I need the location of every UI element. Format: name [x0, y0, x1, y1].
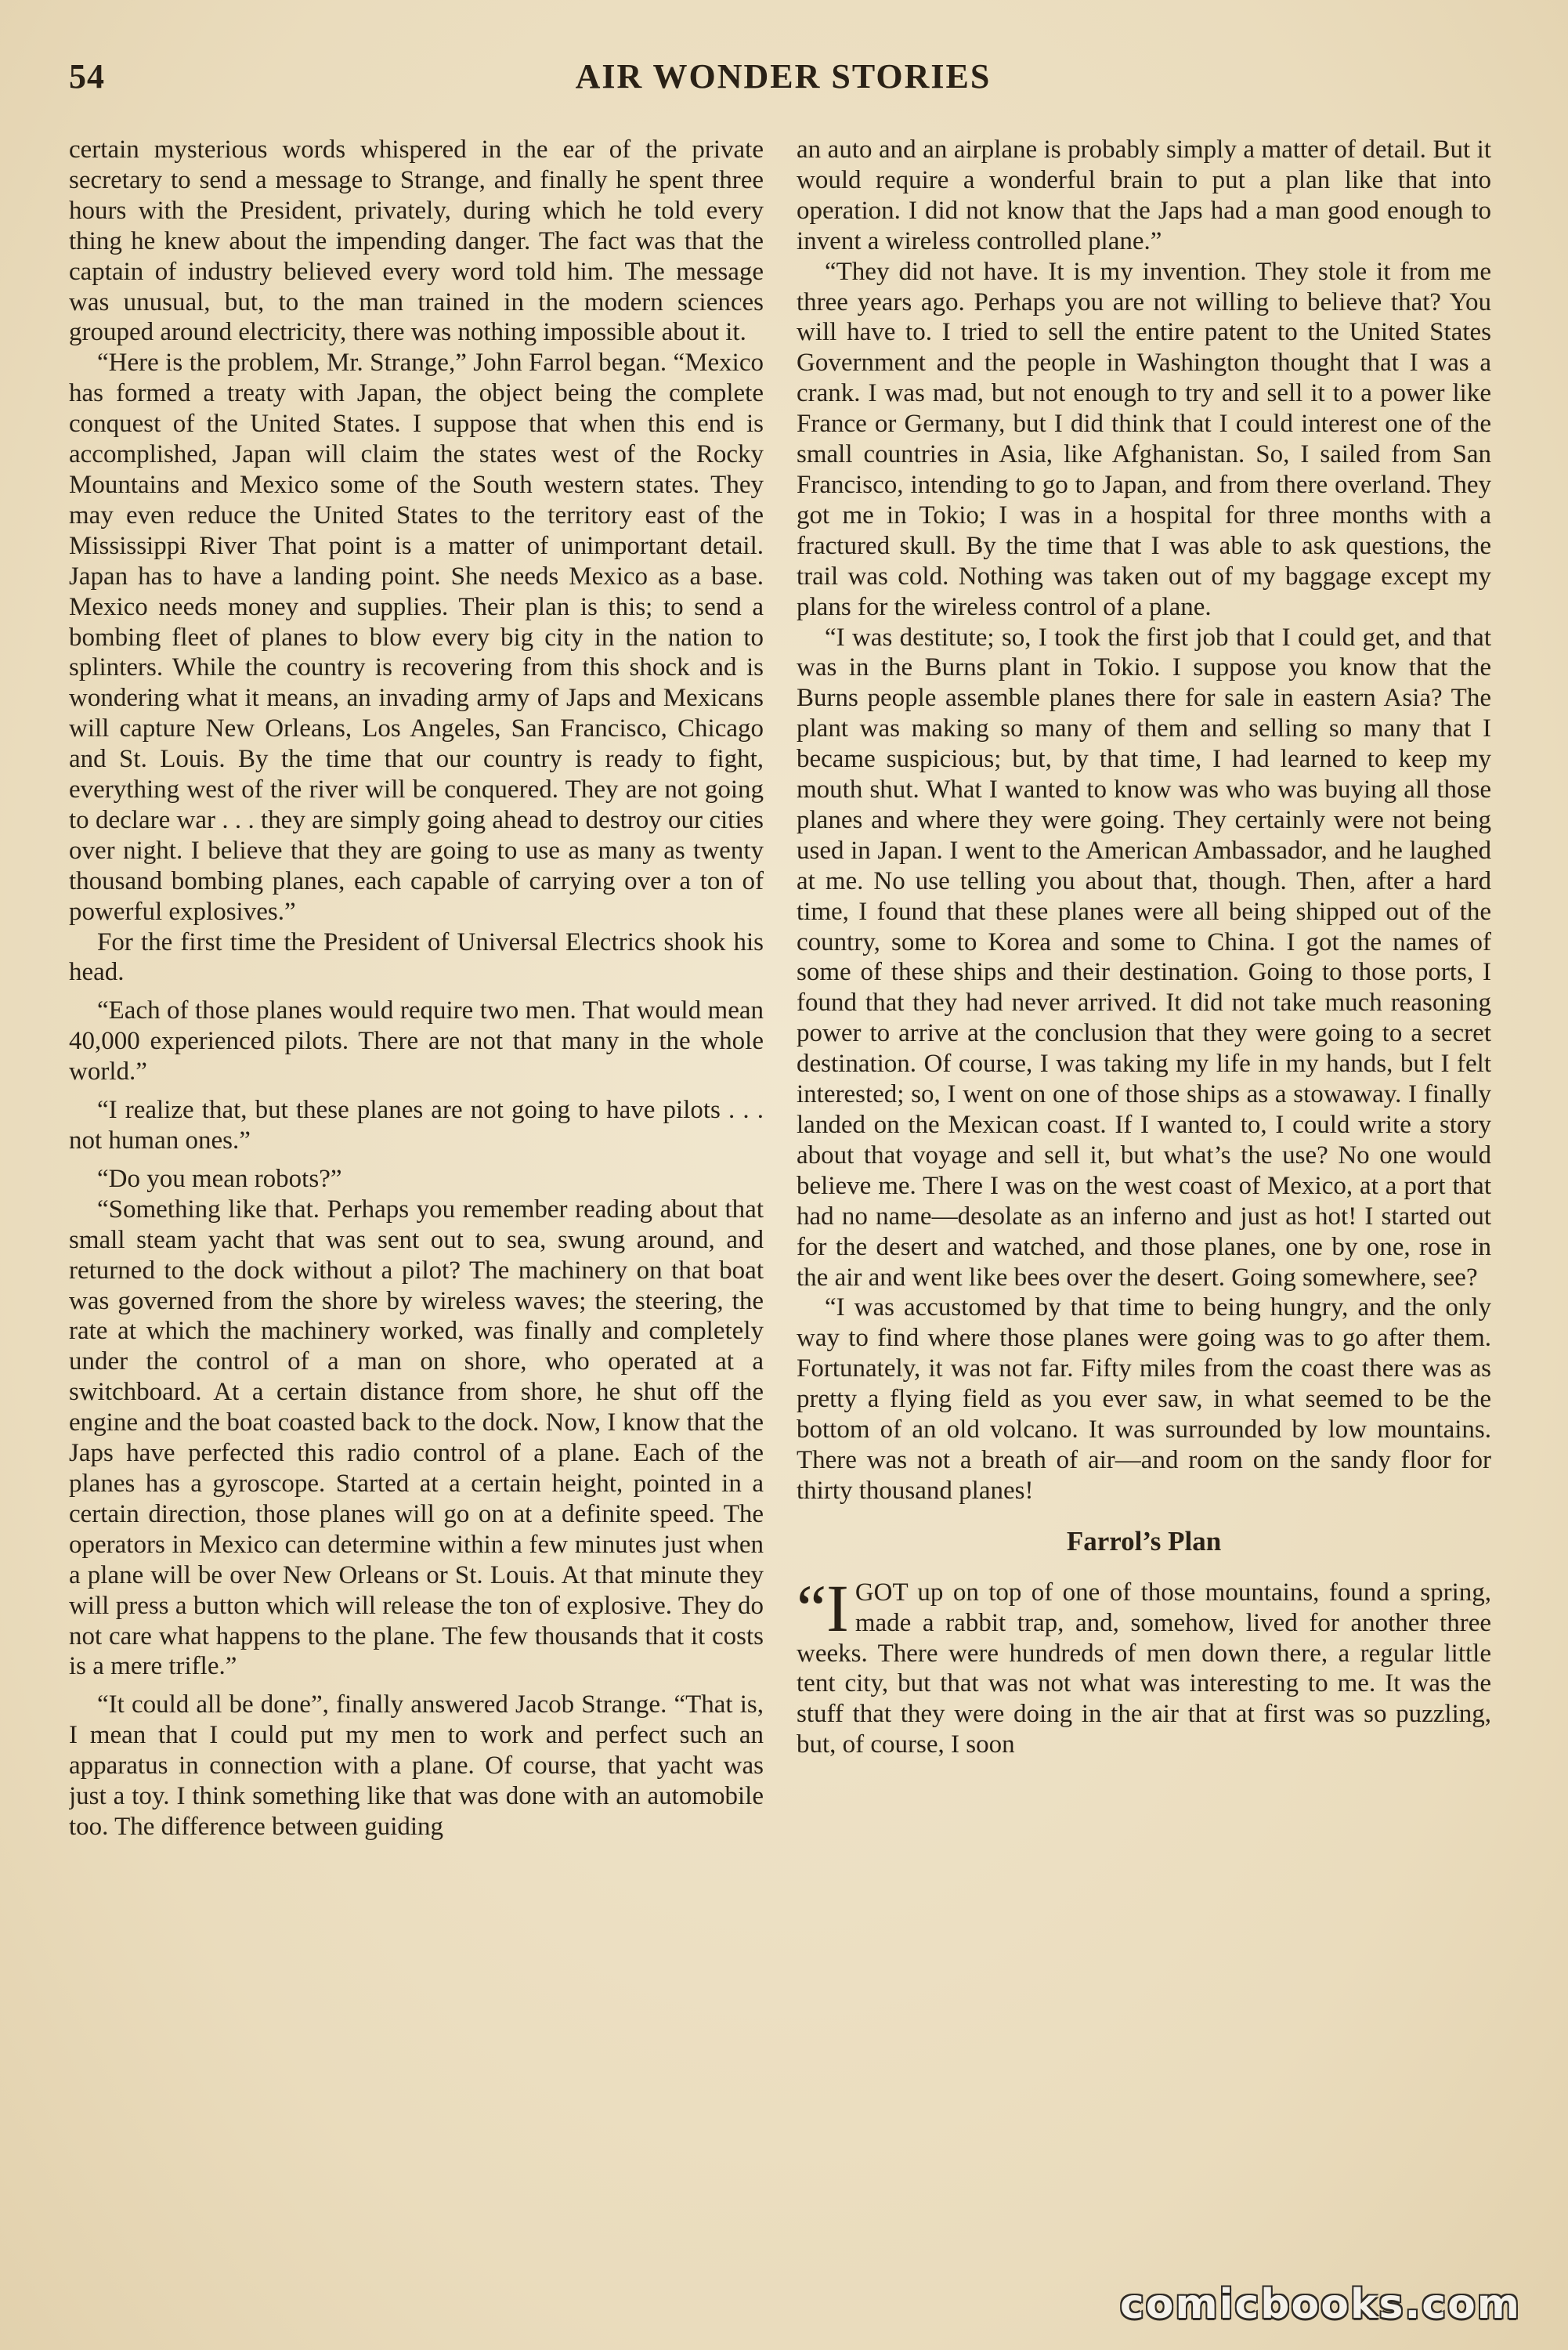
paragraph: certain mysterious words whispered in the ear of the private secretary to send a message to Strange, and finally he spent three hours with the President, privately, during which he told every thing he knew about the impending danger. The fact was that the captain of industry believed every word told him. The message was unusual, but, to the man trained in the modern sciences grouped around electricity, there was nothing impossible about it. — [69, 136, 764, 347]
paragraph: “Here is the problem, Mr. Strange,” John Farrol began. “Mexico has formed a treaty with Japan, the object being the complete conquest of the United States. I suppose that when this end is accomplished, Japan will claim the states west of the Rocky Mountains and Mexico some of the South western states. They may even reduce the United States to the territory east of the Mississippi River That point is a matter of unimportant detail. Japan has to have a landing point. She needs Mexico as a base. Mexico needs money and supplies. Their plan is this; to send a bombing fleet of planes to blow every big city in the nation to splinters. While the country is recovering from this shock and is wondering what it means, an invading army of Japs and Mexicans will capture New Orleans, Los Angeles, San Francisco, Chicago and St. Louis. By the time that our country is ready to fight, everything west of the river will be conquered. They are not going to declare war . . . they are simply going ahead to destroy our cities over night. I believe that they are going to use as many as twenty thousand bombing planes, each capable of carrying over a ton of powerful explosives.” — [69, 349, 764, 926]
page-header — [69, 56, 1498, 111]
drop-cap: “I — [797, 1570, 849, 1646]
page-number: 54 — [69, 57, 105, 96]
paragraph: “I was destitute; so, I took the first job that I could get, and that was in the Burns plant in Tokio. I suppose you know that the Burns people assemble planes there for sale in eastern Asia? The plant was making so many of them and selling so many that I became suspicious; but, by that time, I had learned to keep my mouth shut. What I wanted to know was who was buying all those planes and where they were going. They certainly were not being used in Japan. I went to the American Ambassador, and he laughed at me. No use telling you about that, though. Then, after a hard time, I found that these planes were all being shipped out of the country, some to Korea and some to China. I got the names of some of these ships and their destination. Going to those ports, I found that they had never arrived. It did not take much reasoning power to arrive at the conclusion that they were going to a secret destination. Of course, I was taking my life in my hands, but I felt interested; so, I went on one of those ships as a stowaway. I finally landed on the Mexican coast. If I wanted to, I could write a story about that voyage and sell it, but what’s the use? No one would believe me. There I was on the west coast of Mexico, at a port that had no name—desolate as an inferno and just as hot! I started out for the desert and watched, and those planes, one by one, rose in the air and went like bees over the desert. Going somewhere, see? — [797, 623, 1491, 1292]
paragraph: “Do you mean robots?” — [97, 1164, 342, 1193]
paragraph-text: GOT up on top of one of those mountains, found a spring, made a rabbit trap, and, somehow, lived for another three weeks. There were hundreds of men down there, a regular little tent city, but that was not what was interesting to me. It was the stuff that they were doing in the air that at first was so puzzling, but, of course, I soon — [797, 1578, 1491, 1759]
paragraph: “They did not have. It is my invention. They stole it from me three years ago. Perhaps you are not willing to believe that? You will have to. I tried to sell the entire patent to the United States Government and the people in Washington thought that I was a crank. I was mad, but not enough to try and sell it to a power like France or Germany, but I did think that I could interest one of the small countries in Asia, like Afghanistan. So, I sailed from San Francisco, intending to go to Japan, and from there overland. They got me in Tokio; I was in a hospital for three months with a fractured skull. By the time that I was able to ask questions, the trail was cold. Nothing was taken out of my baggage except my plans for the wireless control of a plane. — [797, 257, 1491, 621]
right-column — [797, 135, 1491, 2265]
paragraph: an auto and an airplane is probably simply a matter of detail. But it would require a wonderful brain to put a plan like that into operation. I did not know that the Japs had a man good enough to invent a wireless controlled plane.” — [797, 136, 1491, 255]
watermark-logo: comicbooks.com — [1119, 2281, 1521, 2328]
paragraph — [797, 1570, 1491, 1760]
text-columns — [69, 135, 1491, 2265]
paragraph: “Something like that. Perhaps you remember reading about that small steam yacht that was sent out to sea, swung around, and returned to the dock without a pilot? The machinery on that boat was governed from the shore by wireless waves; the steering, the rate at which the machinery worked, was finally and completely under the control of a man on shore, who operated at a switchboard. At a certain distance from shore, he shut off the engine and the boat coasted back to the dock. Now, I know that the Japs have perfected this radio control of a plane. Each of the planes has a gyroscope. Started at a certain height, pointed in a certain direction, those planes will go on at a definite speed. The operators in Mexico can determine within a few minutes just when a plane will be over New Orleans or St. Louis. At that minute they will press a button which will release the ton of explosive. They do not care what happens to the plane. The few thousands that it costs is a mere trifle.” — [69, 1195, 764, 1681]
left-column — [69, 135, 764, 2265]
paragraph: “I was accustomed by that time to being hungry, and the only way to find where those planes were going was to go after them. Fortunately, it was not far. Fifty miles from the coast there was as pretty a flying field as you ever saw, in what seemed to be the bottom of an old volcano. It was surrounded by low mountains. There was not a breath of air—and room on the sandy floor for thirty thousand planes! — [797, 1293, 1491, 1505]
paragraph: “I realize that, but these planes are not going to have pilots . . . not human ones.” — [69, 1096, 764, 1155]
paragraph: “It could all be done”, finally answered Jacob Strange. “That is, I mean that I could put my men to work and perfect such an apparatus in connection with a plane. Of course, that yacht was just a toy. I think something like that was done with an automobile too. The difference between guiding — [69, 1690, 764, 1841]
magazine-title: AIR WONDER STORIES — [575, 57, 992, 96]
paragraph: “Each of those planes would require two men. That would mean 40,000 experienced pilots. There are not that many in the whole world.” — [69, 996, 764, 1086]
section-subheading: Farrol’s Plan — [1066, 1525, 1222, 1556]
paragraph: For the first time the President of Universal Electrics shook his head. — [69, 927, 764, 987]
